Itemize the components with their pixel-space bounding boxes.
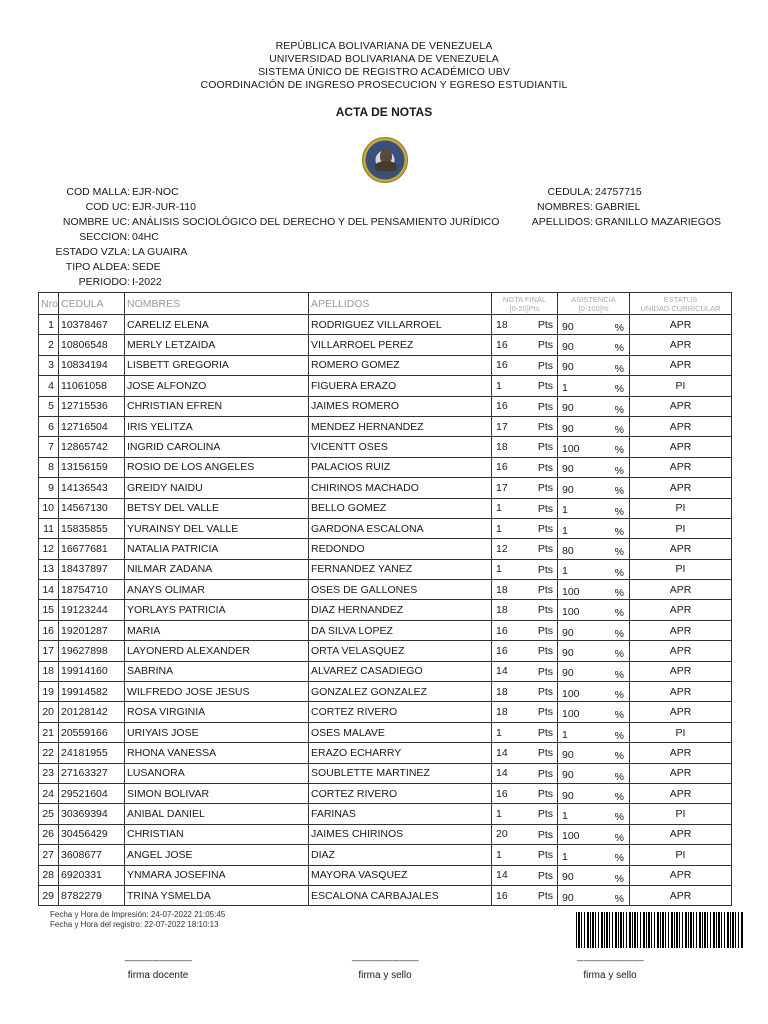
university-seal-icon — [362, 137, 408, 183]
cell-nota: 16 Pts — [492, 620, 558, 640]
cell-estatus: PI — [630, 376, 732, 396]
table-row — [39, 661, 732, 681]
cell-apellidos: REDONDO — [309, 539, 492, 559]
cell-nota: 18 Pts — [492, 600, 558, 620]
cell-nota: 1 Pts — [492, 518, 558, 538]
cell-nombres: NILMAR ZADANA — [125, 559, 309, 579]
cod-malla-label: COD MALLA: — [66, 186, 130, 198]
cell-estatus: APR — [630, 702, 732, 722]
cell-asistencia: 1 % — [558, 722, 630, 742]
signature-seal-1: ------------------------------- firma y sello — [315, 955, 455, 981]
document-header — [0, 40, 768, 92]
periodo-value: I-2022 — [132, 276, 162, 288]
cell-apellidos: ALVAREZ CASADIEGO — [309, 661, 492, 681]
table-row — [39, 641, 732, 661]
table-row — [39, 682, 732, 702]
cell-nro: 20 — [39, 702, 59, 722]
table-row — [39, 396, 732, 416]
cell-apellidos: RODRIGUEZ VILLARROEL — [309, 315, 492, 335]
table-row — [39, 478, 732, 498]
cell-cedula: 10834194 — [59, 355, 125, 375]
cell-cedula: 11061058 — [59, 376, 125, 396]
cell-apellidos: JAIMES ROMERO — [309, 396, 492, 416]
cell-apellidos: CORTEZ RIVERO — [309, 702, 492, 722]
cell-nota: 18 Pts — [492, 702, 558, 722]
cell-apellidos: FIGUERA ERAZO — [309, 376, 492, 396]
cell-nota: 1 Pts — [492, 498, 558, 518]
grades-table — [38, 292, 732, 906]
barcode-icon — [576, 912, 743, 948]
cell-nombres: ANIBAL DANIEL — [125, 804, 309, 824]
cell-estatus: APR — [630, 416, 732, 436]
cell-nota: 16 Pts — [492, 396, 558, 416]
table-row — [39, 335, 732, 355]
periodo-label: PERIODO: — [78, 276, 130, 288]
cell-apellidos: DIAZ — [309, 845, 492, 865]
cell-asistencia: 90 % — [558, 315, 630, 335]
cell-nota: 1 Pts — [492, 376, 558, 396]
cell-estatus: APR — [630, 743, 732, 763]
cell-cedula: 15835855 — [59, 518, 125, 538]
nombre-uc-label: NOMBRE UC: — [62, 216, 130, 228]
cell-nro: 6 — [39, 416, 59, 436]
cell-nota: 14 Pts — [492, 763, 558, 783]
cell-asistencia: 90 % — [558, 396, 630, 416]
cell-nota: 16 Pts — [492, 885, 558, 905]
cell-cedula: 27163327 — [59, 763, 125, 783]
cell-apellidos: VICENTT OSES — [309, 437, 492, 457]
cell-cedula: 10806548 — [59, 335, 125, 355]
cell-estatus: APR — [630, 763, 732, 783]
cell-estatus: APR — [630, 580, 732, 600]
header-estatus: ESTATUS UNIDAD CURRICULAR — [630, 293, 732, 315]
cell-nota: 14 Pts — [492, 743, 558, 763]
cell-nro: 12 — [39, 539, 59, 559]
cell-estatus: APR — [630, 661, 732, 681]
cod-malla-value: EJR-NOC — [132, 186, 179, 198]
cell-apellidos: ORTA VELASQUEZ — [309, 641, 492, 661]
cell-apellidos: ERAZO ECHARRY — [309, 743, 492, 763]
cell-estatus: PI — [630, 559, 732, 579]
cell-cedula: 16677681 — [59, 539, 125, 559]
cell-estatus: APR — [630, 600, 732, 620]
cell-asistencia: 1 % — [558, 376, 630, 396]
cell-asistencia: 1 % — [558, 518, 630, 538]
signature-teacher: ------------------------------- firma docente — [88, 955, 228, 981]
cell-nombres: MARIA — [125, 620, 309, 640]
cell-asistencia: 100 % — [558, 580, 630, 600]
cell-nota: 18 Pts — [492, 682, 558, 702]
cell-nombres: LAYONERD ALEXANDER — [125, 641, 309, 661]
cell-nro: 17 — [39, 641, 59, 661]
header-nro: Nro — [39, 293, 59, 315]
cell-nombres: IRIS YELITZA — [125, 416, 309, 436]
cell-asistencia: 90 % — [558, 416, 630, 436]
cell-nro: 2 — [39, 335, 59, 355]
cell-nombres: ROSIO DE LOS ANGELES — [125, 457, 309, 477]
cell-nro: 19 — [39, 682, 59, 702]
cell-nro: 3 — [39, 355, 59, 375]
table-row — [39, 437, 732, 457]
table-row — [39, 518, 732, 538]
cell-asistencia: 100 % — [558, 600, 630, 620]
cell-asistencia: 90 % — [558, 355, 630, 375]
cell-asistencia: 90 % — [558, 620, 630, 640]
cell-nro: 28 — [39, 865, 59, 885]
cell-cedula: 20128142 — [59, 702, 125, 722]
cell-nombres: NATALIA PATRICIA — [125, 539, 309, 559]
cell-cedula: 8782279 — [59, 885, 125, 905]
cell-cedula: 30369394 — [59, 804, 125, 824]
cell-nota: 17 Pts — [492, 416, 558, 436]
table-row — [39, 315, 732, 335]
header-line-2: UNIVERSIDAD BOLIVARIANA DE VENEZUELA — [269, 53, 499, 65]
cell-estatus: APR — [630, 437, 732, 457]
nombre-uc-value: ANÁLISIS SOCIOLÓGICO DEL DERECHO Y DEL PENSAMIENTO JURÍDICO — [132, 216, 500, 228]
cell-asistencia: 90 % — [558, 783, 630, 803]
cell-estatus: PI — [630, 518, 732, 538]
cell-apellidos: FERNANDEZ YANEZ — [309, 559, 492, 579]
cell-nro: 21 — [39, 722, 59, 742]
cell-nombres: WILFREDO JOSE JESUS — [125, 682, 309, 702]
cell-nota: 17 Pts — [492, 478, 558, 498]
cell-cedula: 12716504 — [59, 416, 125, 436]
table-row — [39, 559, 732, 579]
register-date: Fecha y Hora del registro: 22-07-2022 18:10:13 — [50, 920, 219, 929]
cell-nota: 1 Pts — [492, 845, 558, 865]
cell-nro: 5 — [39, 396, 59, 416]
cell-nota: 18 Pts — [492, 437, 558, 457]
cell-cedula: 3608677 — [59, 845, 125, 865]
cell-asistencia: 90 % — [558, 865, 630, 885]
estado-value: LA GUAIRA — [132, 246, 188, 258]
cod-uc-value: EJR-JUR-110 — [132, 201, 196, 213]
cell-apellidos: MENDEZ HERNANDEZ — [309, 416, 492, 436]
header-line-3: SISTEMA ÚNICO DE REGISTRO ACADÉMICO UBV — [258, 66, 510, 78]
cell-apellidos: OSES MALAVE — [309, 722, 492, 742]
table-row — [39, 824, 732, 844]
tipo-aldea-value: SEDE — [132, 261, 161, 273]
cell-cedula: 14567130 — [59, 498, 125, 518]
table-row — [39, 539, 732, 559]
table-row — [39, 376, 732, 396]
cell-apellidos: ROMERO GOMEZ — [309, 355, 492, 375]
cell-asistencia: 90 % — [558, 743, 630, 763]
table-header-row — [39, 293, 732, 315]
cell-nro: 25 — [39, 804, 59, 824]
cell-estatus: APR — [630, 478, 732, 498]
cell-estatus: APR — [630, 620, 732, 640]
cell-asistencia: 80 % — [558, 539, 630, 559]
table-row — [39, 580, 732, 600]
cell-nro: 24 — [39, 783, 59, 803]
cell-nota: 20 Pts — [492, 824, 558, 844]
cell-asistencia: 1 % — [558, 845, 630, 865]
cell-asistencia: 1 % — [558, 559, 630, 579]
estado-label: ESTADO VZLA: — [55, 246, 130, 258]
nombres-value: GABRIEL — [595, 201, 641, 213]
cell-nro: 27 — [39, 845, 59, 865]
cell-cedula: 29521604 — [59, 783, 125, 803]
header-nombres: NOMBRES — [125, 293, 309, 315]
cell-estatus: APR — [630, 315, 732, 335]
cell-nro: 10 — [39, 498, 59, 518]
cell-nro: 11 — [39, 518, 59, 538]
cell-cedula: 6920331 — [59, 865, 125, 885]
cell-nombres: URIYAIS JOSE — [125, 722, 309, 742]
table-row — [39, 763, 732, 783]
cell-nro: 1 — [39, 315, 59, 335]
seccion-label: SECCION: — [79, 231, 130, 243]
cell-estatus: PI — [630, 498, 732, 518]
cell-nro: 13 — [39, 559, 59, 579]
table-row — [39, 702, 732, 722]
cell-nota: 18 Pts — [492, 580, 558, 600]
cell-apellidos: FARINAS — [309, 804, 492, 824]
apellidos-label: APELLIDOS: — [531, 216, 593, 228]
table-row — [39, 743, 732, 763]
cell-apellidos: CHIRINOS MACHADO — [309, 478, 492, 498]
cell-apellidos: CORTEZ RIVERO — [309, 783, 492, 803]
cell-asistencia: 90 % — [558, 457, 630, 477]
table-row — [39, 600, 732, 620]
cell-cedula: 18437897 — [59, 559, 125, 579]
cell-nombres: SIMON BOLIVAR — [125, 783, 309, 803]
header-line-1: REPÚBLICA BOLIVARIANA DE VENEZUELA — [275, 40, 493, 52]
table-row — [39, 804, 732, 824]
cell-nota: 16 Pts — [492, 335, 558, 355]
cell-nota: 16 Pts — [492, 783, 558, 803]
cell-estatus: PI — [630, 722, 732, 742]
cell-estatus: APR — [630, 641, 732, 661]
tipo-aldea-label: TIPO ALDEA: — [65, 261, 130, 273]
cell-apellidos: JAIMES CHIRINOS — [309, 824, 492, 844]
table-row — [39, 865, 732, 885]
cell-asistencia: 100 % — [558, 437, 630, 457]
cell-nombres: GREIDY NAIDU — [125, 478, 309, 498]
cell-asistencia: 100 % — [558, 682, 630, 702]
cell-estatus: APR — [630, 865, 732, 885]
table-row — [39, 722, 732, 742]
cod-uc-label: COD UC: — [85, 201, 130, 213]
cell-nombres: ANAYS OLIMAR — [125, 580, 309, 600]
cell-estatus: APR — [630, 682, 732, 702]
cell-nro: 26 — [39, 824, 59, 844]
cell-nombres: LISBETT GREGORIA — [125, 355, 309, 375]
apellidos-value: GRANILLO MAZARIEGOS — [595, 216, 722, 228]
print-date: Fecha y Hora de Impresión: 24-07-2022 21:05:45 — [50, 910, 226, 919]
cell-cedula: 20559166 — [59, 722, 125, 742]
cell-asistencia: 90 % — [558, 641, 630, 661]
cell-estatus: APR — [630, 457, 732, 477]
cell-apellidos: MAYORA VASQUEZ — [309, 865, 492, 885]
signature-seal-2-label: firma y sello — [583, 970, 637, 981]
cell-nro: 29 — [39, 885, 59, 905]
cell-cedula: 30456429 — [59, 824, 125, 844]
cell-asistencia: 90 % — [558, 763, 630, 783]
cell-apellidos: SOUBLETTE MARTINEZ — [309, 763, 492, 783]
cell-asistencia: 1 % — [558, 804, 630, 824]
cell-nombres: LUSANORA — [125, 763, 309, 783]
cell-nota: 1 Pts — [492, 722, 558, 742]
cell-asistencia: 90 % — [558, 661, 630, 681]
cell-nro: 4 — [39, 376, 59, 396]
cell-apellidos: OSES DE GALLONES — [309, 580, 492, 600]
cell-estatus: APR — [630, 824, 732, 844]
cell-cedula: 19914160 — [59, 661, 125, 681]
cell-nombres: MERLY LETZAIDA — [125, 335, 309, 355]
signature-seal-1-label: firma y sello — [358, 970, 412, 981]
cell-nro: 22 — [39, 743, 59, 763]
cell-nombres: YORLAYS PATRICIA — [125, 600, 309, 620]
cell-apellidos: PALACIOS RUIZ — [309, 457, 492, 477]
cell-asistencia: 90 % — [558, 885, 630, 905]
cell-asistencia: 100 % — [558, 702, 630, 722]
cell-nro: 15 — [39, 600, 59, 620]
cell-estatus: APR — [630, 396, 732, 416]
cell-estatus: APR — [630, 355, 732, 375]
cell-apellidos: DIAZ HERNANDEZ — [309, 600, 492, 620]
cell-nombres: ANGEL JOSE — [125, 845, 309, 865]
cell-nota: 16 Pts — [492, 641, 558, 661]
cell-nro: 18 — [39, 661, 59, 681]
cell-nro: 23 — [39, 763, 59, 783]
cell-asistencia: 90 % — [558, 335, 630, 355]
cell-nota: 16 Pts — [492, 355, 558, 375]
cell-nombres: TRINA YSMELDA — [125, 885, 309, 905]
cell-nro: 14 — [39, 580, 59, 600]
cell-asistencia: 100 % — [558, 824, 630, 844]
cell-apellidos: GARDONA ESCALONA — [309, 518, 492, 538]
table-row — [39, 355, 732, 375]
header-nota: NOTA FINAL [0-20]Pts — [492, 293, 558, 315]
cell-nombres: RHONA VANESSA — [125, 743, 309, 763]
cell-nota: 14 Pts — [492, 865, 558, 885]
header-apellidos: APELLIDOS — [309, 293, 492, 315]
cell-cedula: 10378467 — [59, 315, 125, 335]
cell-cedula: 12715536 — [59, 396, 125, 416]
cell-estatus: APR — [630, 885, 732, 905]
cell-apellidos: VILLARROEL PEREZ — [309, 335, 492, 355]
signature-seal-2: ------------------------------- firma y sello — [540, 955, 680, 981]
table-row — [39, 783, 732, 803]
cedula-label: CEDULA: — [547, 186, 593, 198]
cell-cedula: 12865742 — [59, 437, 125, 457]
header-cedula: CEDULA — [59, 293, 125, 315]
table-row — [39, 457, 732, 477]
signature-teacher-label: firma docente — [127, 970, 189, 981]
cell-nro: 8 — [39, 457, 59, 477]
cell-apellidos: DA SILVA LOPEZ — [309, 620, 492, 640]
cell-cedula: 19201287 — [59, 620, 125, 640]
cell-apellidos: GONZALEZ GONZALEZ — [309, 682, 492, 702]
cell-apellidos: ESCALONA CARBAJALES — [309, 885, 492, 905]
cell-nombres: JOSE ALFONZO — [125, 376, 309, 396]
header-asistencia: ASISTENCIA [0-100]% — [558, 293, 630, 315]
cell-nombres: YNMARA JOSEFINA — [125, 865, 309, 885]
cell-estatus: PI — [630, 845, 732, 865]
cell-nro: 16 — [39, 620, 59, 640]
course-info — [40, 185, 499, 290]
cell-estatus: APR — [630, 335, 732, 355]
cell-estatus: APR — [630, 783, 732, 803]
table-row — [39, 620, 732, 640]
footer-dates — [50, 910, 225, 930]
cell-nombres: ROSA VIRGINIA — [125, 702, 309, 722]
cell-nombres: SABRINA — [125, 661, 309, 681]
nombres-label: NOMBRES: — [536, 201, 593, 213]
document-title: ACTA DE NOTAS — [335, 105, 433, 119]
cell-nota: 14 Pts — [492, 661, 558, 681]
cell-nombres: BETSY DEL VALLE — [125, 498, 309, 518]
table-row — [39, 416, 732, 436]
cell-nombres: YURAINSY DEL VALLE — [125, 518, 309, 538]
cell-estatus: APR — [630, 539, 732, 559]
cell-asistencia: 90 % — [558, 478, 630, 498]
cell-estatus: PI — [630, 804, 732, 824]
cell-nombres: CHRISTIAN — [125, 824, 309, 844]
cedula-value: 24757715 — [595, 186, 642, 198]
cell-nota: 12 Pts — [492, 539, 558, 559]
cell-apellidos: BELLO GOMEZ — [309, 498, 492, 518]
cell-nota: 1 Pts — [492, 804, 558, 824]
cell-nota: 18 Pts — [492, 315, 558, 335]
header-line-4: COORDINACIÓN DE INGRESO PROSECUCION Y EGRESO ESTUDIANTIL — [200, 79, 568, 91]
cell-cedula: 19123244 — [59, 600, 125, 620]
cell-nro: 7 — [39, 437, 59, 457]
teacher-info — [500, 185, 721, 230]
seccion-value: 04HC — [132, 231, 159, 243]
cell-cedula: 19627898 — [59, 641, 125, 661]
cell-asistencia: 1 % — [558, 498, 630, 518]
cell-nota: 16 Pts — [492, 457, 558, 477]
cell-nombres: CARELIZ ELENA — [125, 315, 309, 335]
cell-cedula: 19914582 — [59, 682, 125, 702]
cell-nombres: INGRID CAROLINA — [125, 437, 309, 457]
cell-nota: 1 Pts — [492, 559, 558, 579]
cell-cedula: 13156159 — [59, 457, 125, 477]
cell-cedula: 18754710 — [59, 580, 125, 600]
table-row — [39, 885, 732, 905]
table-row — [39, 498, 732, 518]
cell-nro: 9 — [39, 478, 59, 498]
cell-nombres: CHRISTIAN EFREN — [125, 396, 309, 416]
cell-cedula: 14136543 — [59, 478, 125, 498]
table-row — [39, 845, 732, 865]
cell-cedula: 24181955 — [59, 743, 125, 763]
